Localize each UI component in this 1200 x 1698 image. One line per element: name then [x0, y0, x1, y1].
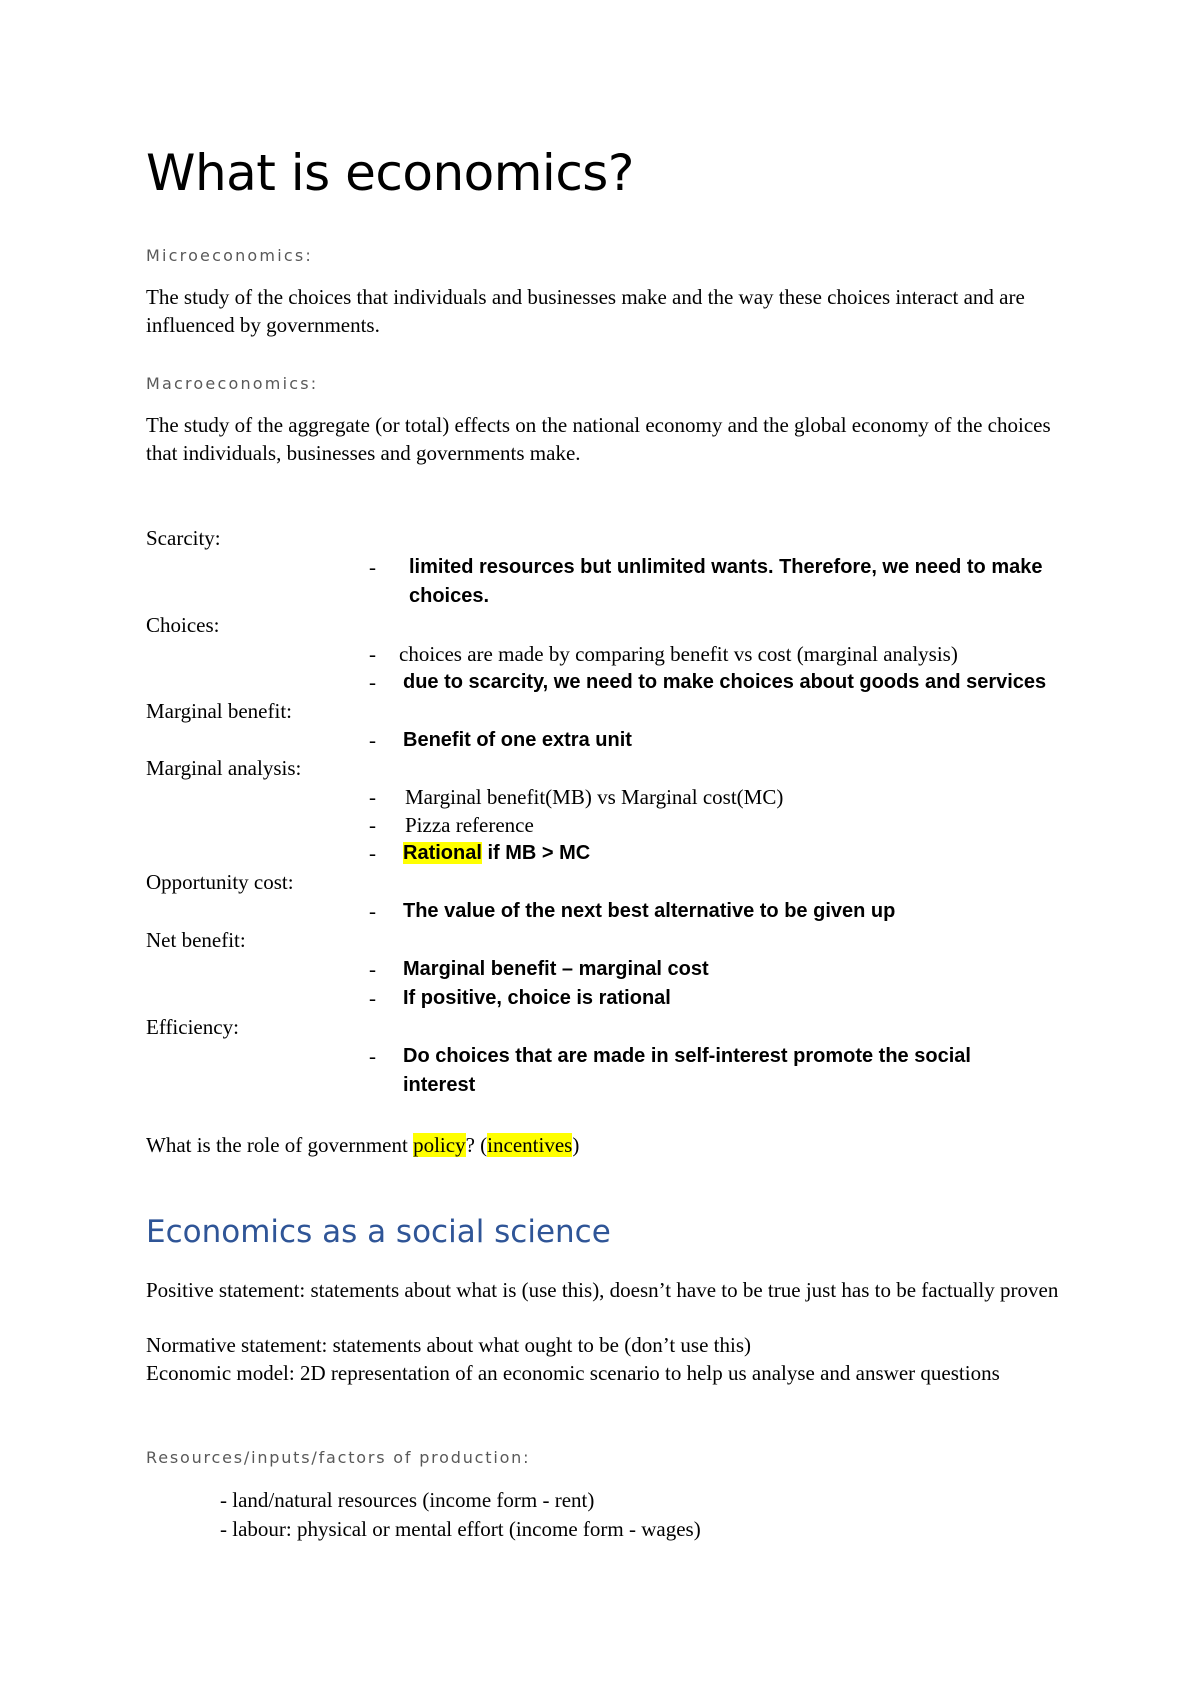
term-marginal-analysis: Marginal analysis:	[146, 756, 302, 780]
macro-definition: The study of the aggregate (or total) effects on the national economy and the global economy of the choices that individuals, businesses and governments make.	[146, 413, 1051, 465]
bullet-dash: -	[369, 642, 376, 666]
bullet-dash: -	[369, 785, 376, 809]
bullet-dash: -	[369, 1044, 376, 1068]
net-benefit-bullet-2-text: If positive, choice is rational	[403, 987, 671, 1009]
incentives-highlight: incentives	[487, 1133, 573, 1157]
rational-highlight: Rational	[403, 842, 482, 864]
bullet-dash: -	[369, 728, 376, 752]
bullet-dash: -	[369, 957, 376, 981]
normative-statement: Normative statement: statements about what ought to be (don’t use this)	[146, 1333, 751, 1357]
opportunity-cost-bullet-text: The value of the next best alternative to be given up	[403, 900, 896, 922]
policy-highlight: policy	[413, 1133, 466, 1157]
section-heading: Economics as a social science	[146, 1214, 611, 1250]
term-net-benefit: Net benefit:	[146, 928, 246, 952]
term-scarcity: Scarcity:	[146, 526, 221, 550]
bullet-dash: -	[369, 899, 376, 923]
term-opportunity-cost: Opportunity cost:	[146, 870, 294, 894]
marginal-analysis-bullet-2-text: Pizza reference	[405, 813, 534, 837]
resource-item-land: - land/natural resources (income form - rent)	[220, 1488, 595, 1512]
positive-statement: Positive statement: statements about what is (use this), doesn’t have to be true just has to be factually proven	[146, 1278, 1059, 1302]
choices-bullet-2-text: due to scarcity, we need to make choices about goods and services	[403, 671, 1047, 693]
bullet-dash: -	[369, 986, 376, 1010]
gov-question-mid: ? (	[465, 1133, 488, 1157]
rational-rule: if MB > MC	[481, 842, 591, 864]
term-marginal-benefit: Marginal benefit:	[146, 699, 292, 723]
bullet-dash: -	[369, 670, 376, 694]
economic-model: Economic model: 2D representation of an economic scenario to help us analyse and answer questions	[146, 1361, 1000, 1385]
marginal-analysis-bullet-3-text	[403, 839, 1063, 868]
government-question	[146, 1131, 1076, 1159]
scarcity-bullet-text: limited resources but unlimited wants. Therefore, we need to make choices.	[409, 556, 1043, 607]
resource-item-labour: - labour: physical or mental effort (income form - wages)	[220, 1517, 701, 1541]
marginal-analysis-bullet-1-text: Marginal benefit(MB) vs Marginal cost(MC)	[405, 785, 784, 809]
bullet-dash: -	[369, 813, 376, 837]
efficiency-bullet-text: Do choices that are made in self-interest promote the social interest	[403, 1045, 971, 1096]
gov-question-end: )	[572, 1133, 580, 1157]
macro-heading: Macroeconomics:	[146, 374, 319, 393]
bullet-dash: -	[369, 841, 376, 865]
bullet-dash: -	[369, 555, 376, 579]
micro-heading: Microeconomics:	[146, 246, 313, 265]
micro-definition: The study of the choices that individuals and businesses make and the way these choices interact and are influenced by governments.	[146, 285, 1025, 337]
resources-heading: Resources/inputs/factors of production:	[146, 1448, 531, 1467]
gov-question-start: What is the role of government	[146, 1133, 414, 1157]
term-efficiency: Efficiency:	[146, 1015, 239, 1039]
page-title: What is economics?	[146, 144, 634, 202]
choices-bullet-1-text: choices are made by comparing benefit vs cost (marginal analysis)	[399, 642, 958, 666]
term-choices: Choices:	[146, 613, 220, 637]
marginal-benefit-bullet-text: Benefit of one extra unit	[403, 729, 632, 751]
net-benefit-bullet-1-text: Marginal benefit – marginal cost	[403, 958, 709, 980]
